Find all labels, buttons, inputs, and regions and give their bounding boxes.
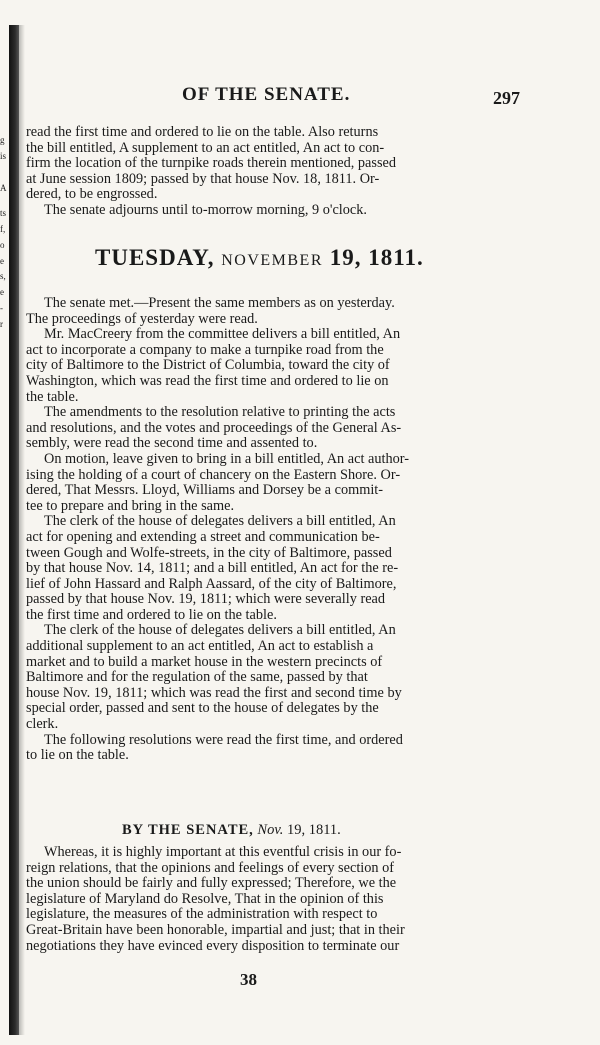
signature-mark: 38 [240,970,257,989]
text-line: The clerk of the house of delegates delivers a bill entitled, An [44,622,396,639]
gutter-fragment: r [0,319,3,329]
text-line: city of Baltimore to the District of Columbia, toward the city of [26,357,390,374]
text-line: dered, to be engrossed. [26,186,158,203]
text-line: On motion, leave given to bring in a bill entitled, An act author- [44,450,409,467]
text-line: The senate met.—Present the same members as on yesterday. [44,295,395,311]
gutter-fragment: e [0,256,4,266]
text-line: The amendments to the resolution relative to printing the acts [44,404,396,421]
text-line: the table. [26,388,79,405]
text-line: act for opening and extending a street and communication be- [26,528,380,545]
text-line: negotiations they have evinced every disposition to terminate our [26,937,400,954]
gutter-fragment: ts [0,208,7,218]
gutter-shadow [19,25,25,1035]
text-line: Whereas, it is highly important at this eventful crisis in our fo- [44,844,402,860]
text-line: The following resolutions were read the first time, and ordered [44,731,403,748]
text-line: The senate adjourns until to-morrow morning, 9 o'clock. [44,201,367,218]
gutter-fragment: - [0,303,3,313]
gutter-fragment: o [0,240,5,250]
text-line: at June session 1809; passed by that house Nov. 18, 1811. Or- [26,170,380,187]
text-line: tee to prepare and bring in the same. [26,497,235,514]
text-line: by that house Nov. 14, 1811; and a bill entitled, An act for the re- [26,560,399,577]
page-number: 297 [493,88,520,108]
text-line: firm the location of the turnpike roads therein mentioned, passed [26,155,397,172]
date-heading-day: TUESDAY, [95,245,215,270]
intro-section [26,125,522,219]
text-line: the first time and ordered to lie on the table. [26,606,277,623]
date-heading-date: 19, 1811. [329,245,424,270]
running-head: OF THE SENATE. [182,84,351,105]
text-line: ising the holding of a court of chancery on the Eastern Shore. Or- [26,466,401,483]
text-line: clerk. [26,716,59,733]
text-line: read the first time and ordered to lie on the table. Also returns [26,124,379,140]
text-line: the union should be fairly and fully expressed; Therefore, we the [26,875,397,892]
gutter-fragment: f, [0,224,6,234]
senate-heading-date: 19, 1811. [286,822,341,838]
text-line: Baltimore and for the regulation of the same, passed by that [26,669,368,686]
text-line: market and to build a market house in the western precincts of [26,653,383,670]
gutter-fragment: is [0,151,7,161]
text-line: The clerk of the house of delegates delivers a bill entitled, An [44,513,396,530]
text-line: The proceedings of yesterday were read. [26,310,258,327]
text-line: reign relations, that the opinions and feelings of every section of [26,859,395,876]
text-line: legislature of Maryland do Resolve, That in the opinion of this [26,890,384,907]
text-line: to lie on the table. [26,747,129,764]
text-line: Mr. MacCreery from the committee delivers a bill entitled, An [44,326,401,343]
binding-gutter [9,25,19,1035]
text-line: dered, That Messrs. Lloyd, Williams and Dorsey be a commit- [26,482,384,499]
proceedings-section [26,296,522,764]
senate-resolution-heading [122,822,341,839]
text-line: house Nov. 19, 1811; which was read the first and second time by [26,684,402,701]
text-line: the bill entitled, A supplement to an act entitled, An act to con- [26,139,385,156]
text-line: special order, passed and sent to the house of delegates by the [26,700,379,717]
gutter-fragment: e [0,287,4,297]
gutter-fragment: g [0,135,5,145]
text-line: additional supplement to an act entitled, An act to establish a [26,638,374,655]
text-line: act to incorporate a company to make a turnpike road from the [26,341,384,358]
resolution-section [26,845,522,954]
text-line: passed by that house Nov. 19, 1811; which were severally read [26,591,386,608]
text-line: and resolutions, and the votes and proceedings of the General As- [26,419,402,436]
date-heading [95,245,424,271]
text-line: Great-Britain have been honorable, impartial and just; that in their [26,921,405,938]
text-line: Washington, which was read the first time and ordered to lie on [26,372,389,389]
text-line: sembly, were read the second time and assented to. [26,435,318,452]
gutter-fragment: A [0,183,7,193]
text-line: legislature, the measures of the administration with respect to [26,906,378,923]
text-line: tween Gough and Wolfe-streets, in the city of Baltimore, passed [26,544,392,561]
senate-heading-label: BY THE SENATE, [122,822,254,838]
senate-heading-month: Nov. [257,822,284,838]
date-heading-month: NOVEMBER [221,252,323,269]
text-line: lief of John Hassard and Ralph Aassard, of the city of Baltimore, [26,575,397,592]
gutter-fragment: s, [0,271,6,281]
